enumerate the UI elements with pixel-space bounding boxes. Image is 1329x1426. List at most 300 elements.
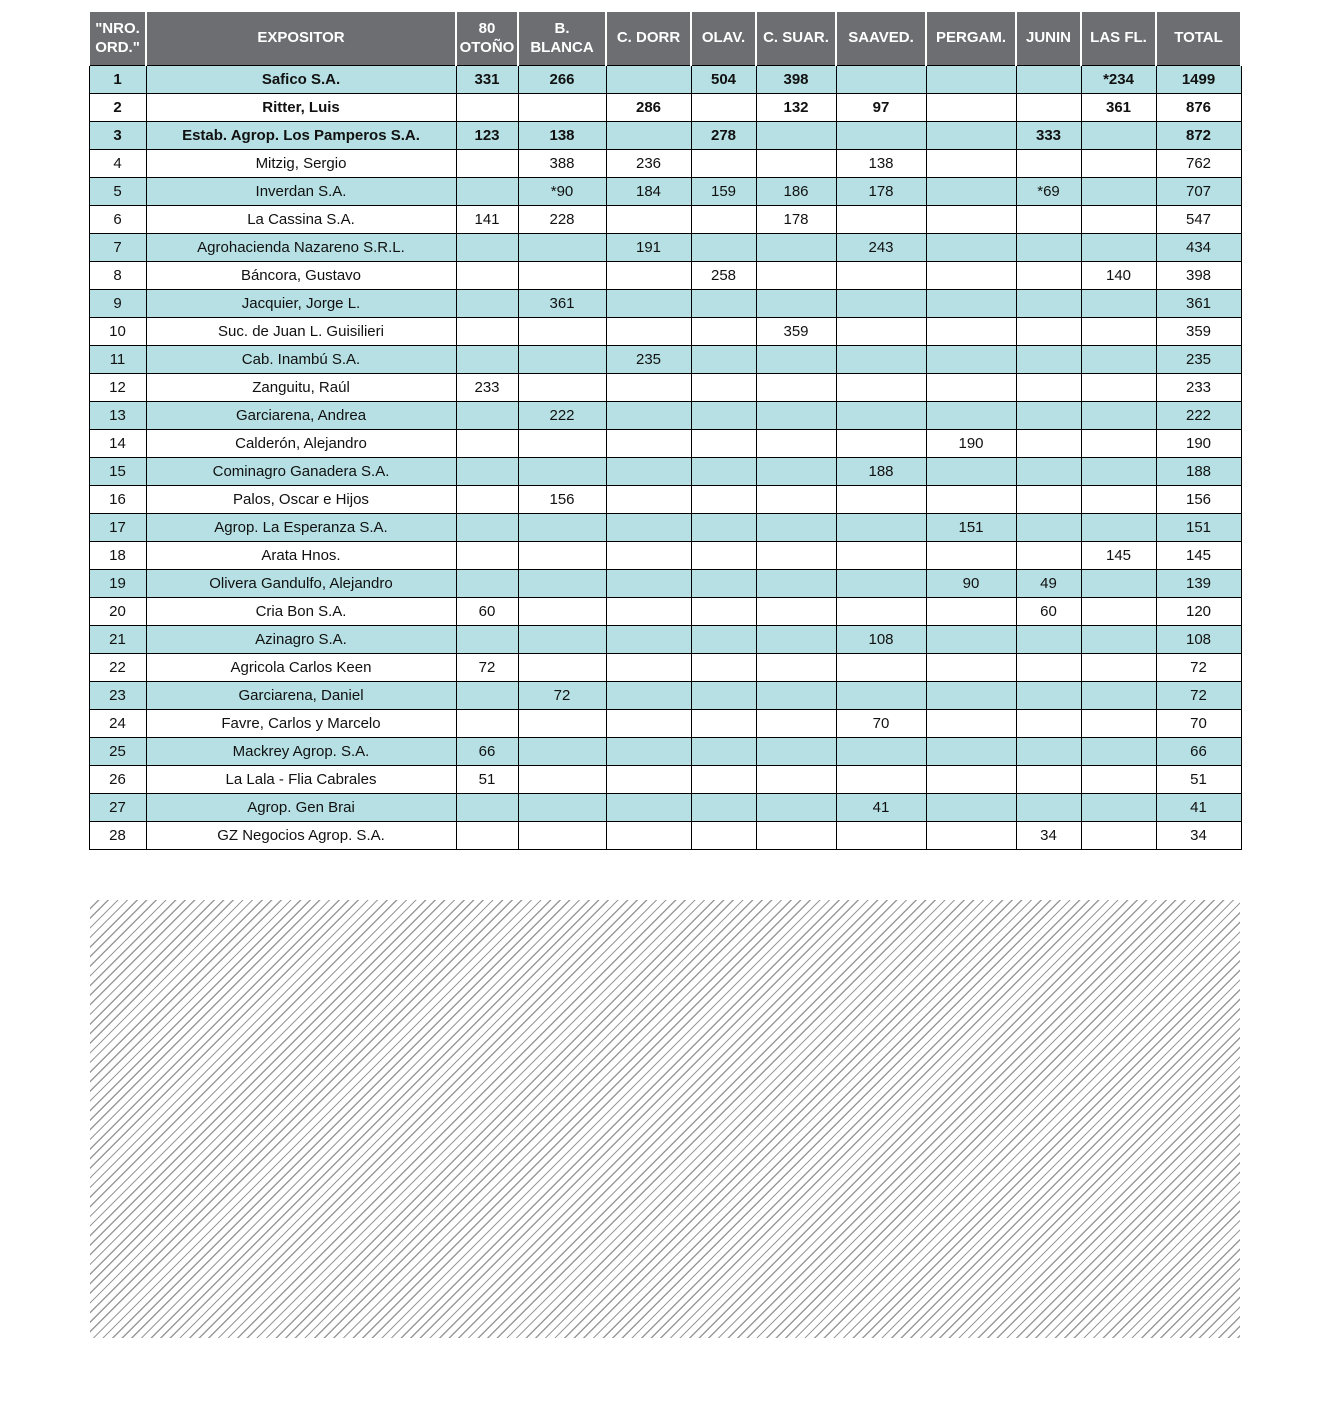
value-cell: 140 — [1081, 262, 1156, 290]
value-cell — [606, 626, 691, 654]
row-number-cell: 2 — [89, 94, 146, 122]
value-cell — [836, 346, 926, 374]
row-number-cell: 11 — [89, 346, 146, 374]
value-cell — [1016, 430, 1081, 458]
table-row — [89, 206, 1241, 234]
value-cell — [606, 570, 691, 598]
total-cell: 70 — [1156, 710, 1241, 738]
expositor-cell: Azinagro S.A. — [146, 626, 456, 654]
row-number-cell: 17 — [89, 514, 146, 542]
value-cell — [456, 318, 518, 346]
value-cell — [836, 570, 926, 598]
expositor-cell: Báncora, Gustavo — [146, 262, 456, 290]
value-cell: 66 — [456, 738, 518, 766]
value-cell — [836, 654, 926, 682]
value-cell — [606, 654, 691, 682]
value-cell — [756, 514, 836, 542]
value-cell: 138 — [836, 150, 926, 178]
value-cell — [456, 822, 518, 850]
total-cell: 190 — [1156, 430, 1241, 458]
value-cell: *69 — [1016, 178, 1081, 206]
value-cell — [1016, 234, 1081, 262]
value-cell — [1016, 402, 1081, 430]
expositor-cell: Suc. de Juan L. Guisilieri — [146, 318, 456, 346]
table-row — [89, 178, 1241, 206]
value-cell — [691, 458, 756, 486]
expositor-cell: Agrop. La Esperanza S.A. — [146, 514, 456, 542]
value-cell — [1081, 374, 1156, 402]
value-cell — [691, 346, 756, 374]
table-body — [89, 66, 1241, 850]
value-cell: 361 — [518, 290, 606, 318]
row-number-cell: 9 — [89, 290, 146, 318]
total-cell: 1499 — [1156, 66, 1241, 94]
value-cell: 178 — [756, 206, 836, 234]
row-number-cell: 8 — [89, 262, 146, 290]
expositor-cell: Estab. Agrop. Los Pamperos S.A. — [146, 122, 456, 150]
value-cell — [1081, 598, 1156, 626]
value-cell — [836, 682, 926, 710]
value-cell — [606, 542, 691, 570]
column-header: C. DORR — [606, 11, 691, 66]
value-cell — [518, 262, 606, 290]
table-row — [89, 514, 1241, 542]
value-cell — [518, 374, 606, 402]
row-number-cell: 12 — [89, 374, 146, 402]
value-cell — [1016, 542, 1081, 570]
total-cell: 872 — [1156, 122, 1241, 150]
value-cell — [926, 150, 1016, 178]
value-cell — [926, 710, 1016, 738]
table-row — [89, 458, 1241, 486]
total-cell: 41 — [1156, 794, 1241, 822]
table-row — [89, 542, 1241, 570]
value-cell — [1081, 206, 1156, 234]
value-cell: 70 — [836, 710, 926, 738]
value-cell — [926, 346, 1016, 374]
row-number-cell: 5 — [89, 178, 146, 206]
value-cell — [518, 598, 606, 626]
total-cell: 108 — [1156, 626, 1241, 654]
value-cell — [606, 598, 691, 626]
row-number-cell: 22 — [89, 654, 146, 682]
value-cell — [1016, 626, 1081, 654]
value-cell — [836, 430, 926, 458]
value-cell — [756, 486, 836, 514]
value-cell — [926, 654, 1016, 682]
value-cell — [606, 822, 691, 850]
expositor-cell: Agrop. Gen Brai — [146, 794, 456, 822]
value-cell — [926, 66, 1016, 94]
value-cell — [1081, 290, 1156, 318]
table-row — [89, 66, 1241, 94]
row-number-cell: 16 — [89, 486, 146, 514]
expositor-cell: Garciarena, Andrea — [146, 402, 456, 430]
value-cell — [1081, 234, 1156, 262]
value-cell: 228 — [518, 206, 606, 234]
value-cell — [926, 598, 1016, 626]
value-cell — [1081, 150, 1156, 178]
table-row — [89, 794, 1241, 822]
value-cell — [691, 430, 756, 458]
value-cell — [456, 150, 518, 178]
expositor-cell: GZ Negocios Agrop. S.A. — [146, 822, 456, 850]
value-cell — [926, 206, 1016, 234]
value-cell: 178 — [836, 178, 926, 206]
value-cell — [1081, 682, 1156, 710]
value-cell — [756, 710, 836, 738]
total-cell: 547 — [1156, 206, 1241, 234]
value-cell — [691, 94, 756, 122]
value-cell — [518, 318, 606, 346]
value-cell — [456, 262, 518, 290]
expositor-cell: Arata Hnos. — [146, 542, 456, 570]
value-cell: 60 — [456, 598, 518, 626]
value-cell: 222 — [518, 402, 606, 430]
value-cell — [691, 290, 756, 318]
value-cell — [606, 290, 691, 318]
value-cell — [606, 206, 691, 234]
total-cell: 707 — [1156, 178, 1241, 206]
value-cell — [606, 682, 691, 710]
value-cell — [756, 598, 836, 626]
value-cell — [1016, 374, 1081, 402]
row-number-cell: 23 — [89, 682, 146, 710]
value-cell: 235 — [606, 346, 691, 374]
total-cell: 139 — [1156, 570, 1241, 598]
value-cell — [926, 738, 1016, 766]
value-cell — [518, 654, 606, 682]
value-cell — [606, 486, 691, 514]
row-number-cell: 20 — [89, 598, 146, 626]
value-cell — [756, 458, 836, 486]
value-cell: 97 — [836, 94, 926, 122]
value-cell — [606, 430, 691, 458]
value-cell — [456, 710, 518, 738]
value-cell — [756, 794, 836, 822]
total-cell: 151 — [1156, 514, 1241, 542]
value-cell — [1016, 318, 1081, 346]
value-cell: 151 — [926, 514, 1016, 542]
value-cell — [926, 290, 1016, 318]
value-cell — [1016, 262, 1081, 290]
row-number-cell: 6 — [89, 206, 146, 234]
value-cell: 49 — [1016, 570, 1081, 598]
exhibitors-table — [88, 10, 1242, 850]
table-row — [89, 94, 1241, 122]
value-cell — [926, 318, 1016, 346]
total-cell: 120 — [1156, 598, 1241, 626]
value-cell: 243 — [836, 234, 926, 262]
value-cell — [456, 290, 518, 318]
value-cell — [1081, 794, 1156, 822]
table-row — [89, 402, 1241, 430]
total-cell: 235 — [1156, 346, 1241, 374]
table-row — [89, 262, 1241, 290]
expositor-cell: La Cassina S.A. — [146, 206, 456, 234]
column-header: EXPOSITOR — [146, 11, 456, 66]
value-cell — [836, 766, 926, 794]
column-header: B. BLANCA — [518, 11, 606, 66]
value-cell — [518, 346, 606, 374]
table-row — [89, 738, 1241, 766]
value-cell — [606, 458, 691, 486]
value-cell — [836, 822, 926, 850]
value-cell — [756, 738, 836, 766]
row-number-cell: 15 — [89, 458, 146, 486]
value-cell — [456, 794, 518, 822]
value-cell — [1016, 766, 1081, 794]
table-row — [89, 290, 1241, 318]
value-cell — [756, 654, 836, 682]
total-cell: 398 — [1156, 262, 1241, 290]
value-cell — [1081, 318, 1156, 346]
value-cell — [836, 738, 926, 766]
value-cell — [518, 738, 606, 766]
value-cell — [456, 542, 518, 570]
value-cell: 359 — [756, 318, 836, 346]
value-cell: 504 — [691, 66, 756, 94]
value-cell — [691, 542, 756, 570]
total-cell: 876 — [1156, 94, 1241, 122]
row-number-cell: 24 — [89, 710, 146, 738]
table-row — [89, 766, 1241, 794]
value-cell — [691, 710, 756, 738]
row-number-cell: 18 — [89, 542, 146, 570]
value-cell — [456, 234, 518, 262]
value-cell — [691, 570, 756, 598]
value-cell — [926, 458, 1016, 486]
value-cell — [1016, 458, 1081, 486]
total-cell: 762 — [1156, 150, 1241, 178]
row-number-cell: 4 — [89, 150, 146, 178]
value-cell — [836, 374, 926, 402]
row-number-cell: 14 — [89, 430, 146, 458]
total-cell: 51 — [1156, 766, 1241, 794]
column-header: LAS FL. — [1081, 11, 1156, 66]
value-cell: 60 — [1016, 598, 1081, 626]
value-cell — [1016, 66, 1081, 94]
value-cell — [1081, 514, 1156, 542]
value-cell — [691, 738, 756, 766]
value-cell — [606, 794, 691, 822]
value-cell — [456, 94, 518, 122]
total-cell: 145 — [1156, 542, 1241, 570]
value-cell — [756, 542, 836, 570]
value-cell — [1081, 430, 1156, 458]
expositor-cell: Safico S.A. — [146, 66, 456, 94]
value-cell — [691, 374, 756, 402]
table-row — [89, 234, 1241, 262]
value-cell — [691, 822, 756, 850]
value-cell — [691, 654, 756, 682]
value-cell — [691, 318, 756, 346]
row-number-cell: 1 — [89, 66, 146, 94]
column-header: TOTAL — [1156, 11, 1241, 66]
value-cell — [1016, 794, 1081, 822]
table-row — [89, 346, 1241, 374]
value-cell — [756, 290, 836, 318]
total-cell: 72 — [1156, 682, 1241, 710]
expositor-cell: Mitzig, Sergio — [146, 150, 456, 178]
value-cell: 108 — [836, 626, 926, 654]
value-cell — [756, 402, 836, 430]
value-cell — [926, 626, 1016, 654]
value-cell — [456, 402, 518, 430]
value-cell: *234 — [1081, 66, 1156, 94]
value-cell — [1016, 206, 1081, 234]
value-cell: 72 — [456, 654, 518, 682]
value-cell — [518, 626, 606, 654]
value-cell — [1081, 178, 1156, 206]
value-cell — [691, 150, 756, 178]
value-cell: 156 — [518, 486, 606, 514]
value-cell — [691, 402, 756, 430]
value-cell — [456, 626, 518, 654]
value-cell — [691, 598, 756, 626]
value-cell: 278 — [691, 122, 756, 150]
value-cell — [1016, 94, 1081, 122]
value-cell — [1016, 710, 1081, 738]
value-cell — [926, 94, 1016, 122]
value-cell — [518, 822, 606, 850]
value-cell — [518, 458, 606, 486]
value-cell — [518, 234, 606, 262]
value-cell: 145 — [1081, 542, 1156, 570]
column-header: C. SUAR. — [756, 11, 836, 66]
value-cell — [606, 514, 691, 542]
value-cell — [518, 710, 606, 738]
value-cell — [456, 458, 518, 486]
value-cell — [456, 178, 518, 206]
table-row — [89, 430, 1241, 458]
row-number-cell: 25 — [89, 738, 146, 766]
value-cell: 90 — [926, 570, 1016, 598]
diagonal-hatch-placeholder — [90, 900, 1240, 1338]
value-cell — [606, 766, 691, 794]
value-cell — [691, 234, 756, 262]
value-cell — [1081, 346, 1156, 374]
value-cell — [756, 626, 836, 654]
value-cell — [1081, 766, 1156, 794]
value-cell: 159 — [691, 178, 756, 206]
value-cell — [691, 486, 756, 514]
value-cell — [926, 374, 1016, 402]
value-cell — [836, 486, 926, 514]
value-cell — [691, 206, 756, 234]
value-cell: 190 — [926, 430, 1016, 458]
value-cell — [926, 122, 1016, 150]
value-cell — [836, 402, 926, 430]
value-cell — [926, 766, 1016, 794]
expositor-cell: Zanguitu, Raúl — [146, 374, 456, 402]
expositor-cell: Agrohacienda Nazareno S.R.L. — [146, 234, 456, 262]
value-cell — [926, 542, 1016, 570]
value-cell — [456, 486, 518, 514]
value-cell — [756, 262, 836, 290]
table-row — [89, 654, 1241, 682]
value-cell — [606, 262, 691, 290]
value-cell — [518, 794, 606, 822]
value-cell — [606, 66, 691, 94]
value-cell — [756, 430, 836, 458]
value-cell — [756, 822, 836, 850]
table-row — [89, 486, 1241, 514]
value-cell — [456, 682, 518, 710]
column-header: "NRO. ORD." — [89, 11, 146, 66]
value-cell — [926, 486, 1016, 514]
value-cell — [756, 150, 836, 178]
value-cell: 138 — [518, 122, 606, 150]
value-cell — [606, 318, 691, 346]
value-cell: 258 — [691, 262, 756, 290]
value-cell — [691, 514, 756, 542]
expositor-cell: Cab. Inambú S.A. — [146, 346, 456, 374]
value-cell — [836, 262, 926, 290]
value-cell — [836, 206, 926, 234]
expositor-cell: Garciarena, Daniel — [146, 682, 456, 710]
table-row — [89, 150, 1241, 178]
value-cell: 361 — [1081, 94, 1156, 122]
value-cell — [756, 122, 836, 150]
row-number-cell: 21 — [89, 626, 146, 654]
value-cell: 132 — [756, 94, 836, 122]
row-number-cell: 10 — [89, 318, 146, 346]
value-cell — [756, 346, 836, 374]
value-cell — [1016, 654, 1081, 682]
row-number-cell: 3 — [89, 122, 146, 150]
value-cell — [1081, 122, 1156, 150]
expositor-cell: Olivera Gandulfo, Alejandro — [146, 570, 456, 598]
value-cell — [691, 766, 756, 794]
table-row — [89, 598, 1241, 626]
expositor-cell: Ritter, Luis — [146, 94, 456, 122]
value-cell: 34 — [1016, 822, 1081, 850]
value-cell — [926, 178, 1016, 206]
value-cell — [518, 94, 606, 122]
total-cell: 359 — [1156, 318, 1241, 346]
table-row — [89, 122, 1241, 150]
value-cell — [606, 374, 691, 402]
table-row — [89, 570, 1241, 598]
value-cell — [606, 710, 691, 738]
value-cell — [456, 570, 518, 598]
total-cell: 72 — [1156, 654, 1241, 682]
value-cell — [756, 234, 836, 262]
value-cell: 141 — [456, 206, 518, 234]
value-cell: 266 — [518, 66, 606, 94]
value-cell — [756, 766, 836, 794]
exhibitors-table-container — [88, 10, 1242, 850]
total-cell: 156 — [1156, 486, 1241, 514]
value-cell — [836, 598, 926, 626]
value-cell: 333 — [1016, 122, 1081, 150]
value-cell: 123 — [456, 122, 518, 150]
row-number-cell: 28 — [89, 822, 146, 850]
value-cell — [1081, 486, 1156, 514]
value-cell — [1016, 150, 1081, 178]
value-cell: 398 — [756, 66, 836, 94]
value-cell — [518, 570, 606, 598]
row-number-cell: 26 — [89, 766, 146, 794]
value-cell — [836, 514, 926, 542]
value-cell — [456, 514, 518, 542]
row-number-cell: 13 — [89, 402, 146, 430]
value-cell — [1081, 822, 1156, 850]
value-cell — [756, 682, 836, 710]
value-cell — [518, 430, 606, 458]
value-cell — [518, 514, 606, 542]
